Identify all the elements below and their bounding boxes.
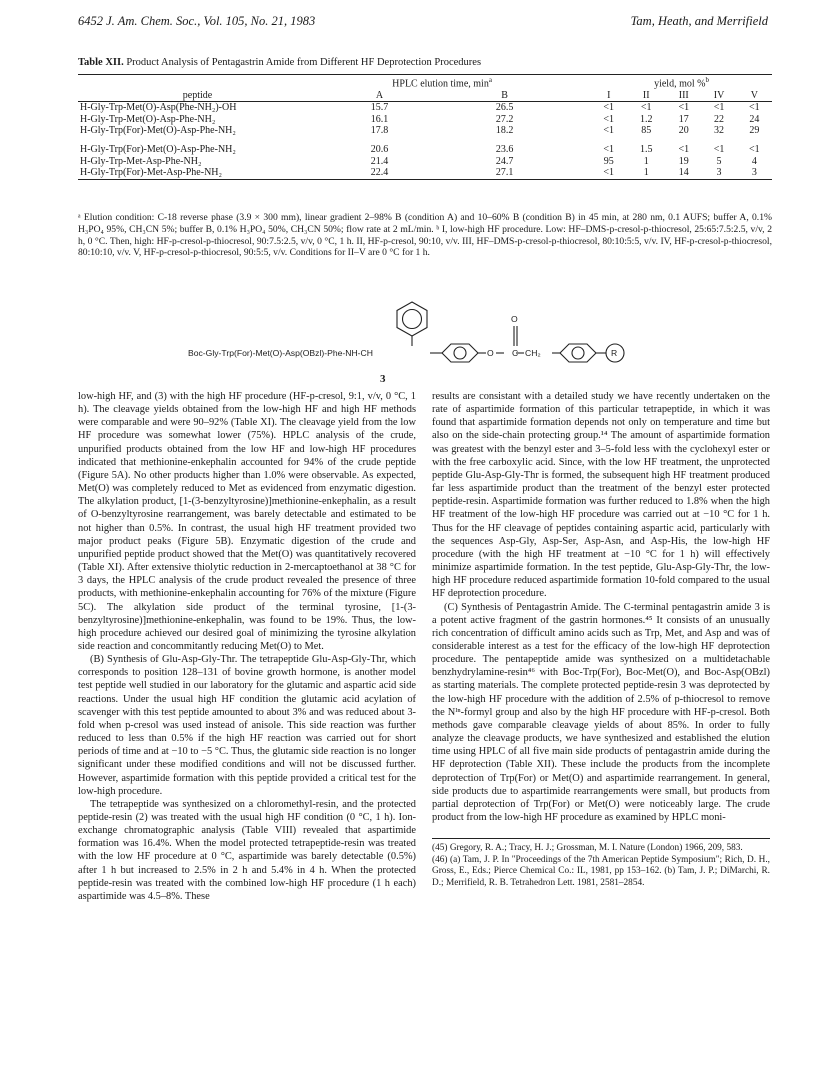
table-caption xyxy=(78,57,778,68)
col-header-v: V xyxy=(750,89,758,101)
table-cell: 24 xyxy=(749,113,760,125)
peptide-name: H-Gly-Trp-Met(O)-Asp(Phe-NH₂)-OH xyxy=(80,102,237,114)
col-header-i: I xyxy=(607,89,611,101)
journal-citation: 6452 J. Am. Chem. Soc., Vol. 105, No. 21, 1983 xyxy=(78,14,316,28)
table-row xyxy=(78,114,772,126)
table-cell: <1 xyxy=(749,144,760,156)
table-cell: <1 xyxy=(640,102,652,114)
reference-45: (45) Gregory, R. A.; Tracy, H. J.; Grossman, M. I. Nature (London) 1966, 209, 583. xyxy=(432,843,743,854)
table-cell: <1 xyxy=(678,144,690,156)
compound-number: 3 xyxy=(380,373,386,385)
peptide-chain-label: Boc-Gly-Trp(For)-Met(O)-Asp(OBzl)-Phe-NH-CH xyxy=(188,348,373,358)
peptide-col-header: peptide xyxy=(182,89,213,101)
table-cell: 1.5 xyxy=(640,144,653,156)
table-cell: 24.7 xyxy=(495,155,514,167)
table-cell: 23.6 xyxy=(495,144,514,156)
table-cell: 5 xyxy=(716,155,722,167)
table-footnote: ᵃ Elution condition: C-18 reverse phase (3.9 × 300 mm), linear gradient 2–98% B (condition A) and 10–60% B (condition B) in 45 min, at 280 nm, 0.1 AUFS; buffer A, 0.1% H₃PO₄ 95%, CH₃CN 5%; buffer B, 0.1% H₃PO₄ 50%, CH₃CN 50%; flow rate at 2 mL/min. ᵇ I, low-high HF procedure. Low: HF–DMS-p-cresol-p-thiocresol, 25:65:7.5:2.5, v/v, 2 h, 0 °C. Then, high: HF-p-cresol-p-thiocresol, 90:7.5:2.5, v/v, 0 °C, 1 h. II, HF-p-cresol, 90:10, v/v. III, HF–DMS-p-cresol-p-thiocresol, 80:10:5:5, v/v. IV, HF-p-cresol-p-thiocresol, 80:10:10, v/v. V, HF-p-cresol-p-thiocresol, 90:5:5, v/v. Conditions for II–V are 0 °C for 1 h. xyxy=(78,212,772,259)
col-header-a: A xyxy=(375,89,384,101)
table-cell: <1 xyxy=(603,113,615,125)
table-cell: <1 xyxy=(678,102,690,114)
table-cell: <1 xyxy=(603,125,615,137)
paragraph: The tetrapeptide was synthesized on a chloromethyl-resin, and the protected peptide-resin (2) was treated with the usual high HF condition (0 °C, 1 h). Ion-exchange chromatographic analysis (Table VIII) revealed that aspartimide formation was 16.4%. When the model protected tetrapeptide-resin was treated with the low HF procedure at 0 °C, aspartimide was barely detectable (0.5%) after 1 h but increased to 2.5% in 2 h and 5.4% in 4 h. When the protected peptide-resin was treated with the combined low-high HF procedure (1 h each) aspartimide was 4.5–8%. These xyxy=(78,798,416,902)
yield-header: yield, mol %$^b$ xyxy=(654,76,709,90)
table-cell: 29 xyxy=(749,125,760,137)
paragraph: (C) Synthesis of Pentagastrin Amide. The C-terminal pentagastrin amide 3 is a potent active fragment of the gastrin hormones.⁴⁵ It consists of an unusually rich concentration of difficult amino acids such as Trp, Met, and Asp and was of considerable interest as a test for the efficacy of the low-high HF deprotection procedure. The pentapeptide amide was synthesized on a multidetachable benzhydrylamine-resin⁴⁶ with Boc-Trp(For), Boc-Met(O), and Boc-Asp(OBzl) as starting materials. The complete protected peptide-resin 3 was deprotected by the low-high HF procedure with the addition of 2.5% of p-thiocresol to remove the Nᴵⁿ-formyl group and also by the high HF procedure with HF-p-cresol. Both methods gave comparable cleavage yields of about 85%. In order to fully analyze the cleavage products, we have synthesized and established the elution time using HPLC of all five main side products of pentagastrin amide during the HF deprotection (Table XII). These include the products from the incomplete deprotection of Trp(For) or Met(O) and aspartimide rearrangement. In general, side products due to aspartimide rearrangements were small, but products from partial deprotection of Trp(For) or Met(O) were noticeably large. The crude product from the low-high HF procedure as examined by HPLC moni- xyxy=(432,601,770,823)
hplc-header: HPLC elution time, $\min^a$ xyxy=(392,76,492,90)
table-body xyxy=(78,102,772,180)
table-cell: 19 xyxy=(678,155,689,167)
table-row xyxy=(78,156,772,168)
authors-header: Tam, Heath, and Merrifield xyxy=(630,14,768,28)
col-header-iii: III xyxy=(678,89,689,101)
table-row xyxy=(78,125,772,137)
table-cell: 18.2 xyxy=(495,125,514,137)
references xyxy=(432,838,770,889)
carbonyl-oxygen-label: O xyxy=(511,314,518,324)
table-cell: <1 xyxy=(713,102,725,114)
col-header-iv: IV xyxy=(713,89,725,101)
pentagastrin-resin-structure xyxy=(180,288,650,388)
table-row xyxy=(78,102,772,114)
ch2-label: CH₂ xyxy=(525,348,541,358)
table-cell: 17.8 xyxy=(370,125,389,137)
peptide-name: H-Gly-Trp(For)-Met(O)-Asp-Phe-NH₂ xyxy=(80,144,236,156)
paragraph: low-high HF, and (3) with the high HF procedure (HF-p-cresol, 9:1, v/v, 0 °C, 1 h). The cleavage yields obtained from the low-high HF and high HF methods were comparable and were 90–92% (Table XI). The cleavage yield from the low HF procedure was somewhat lower (75%). HPLC analysis of the crude, unpurified products obtained from the low HF and low-high HF procedures indicated that methionine-enkephalin accounted for 94% of the crude peptide (Figure 5A). No other products higher than 1.0% were observable. As expected, Met(O) was completely reduced to Met as evidenced from enzymatic digestion. The alkylation product, [1-(3-benzyltyrosine)]methionine-enkephalin, as a result of O-benzyltyrosine rearrangement, was barely detectable and estimated to be not higher than 0.5%. In contrast, the usual high HF treatment provided two major product peaks (Figure 5B). Enzymatic digestion of the crude and unpurified peptide product showed that the Met(O) was quantitatively recovered (Table XI). After extensive thiolytic reduction in 2-mercaptoethanol at 38 °C for 3 days, the HPLC analysis of the crude product revealed the presence of three products, with methionine-enkephalin accounting for 76% of the mixture (Figure 5C). The alkylation side product of the terminal tyrosine, [1-(3-benzyltyrosine)]methionine-enkephalin, was found to be 19%. Thus, the low-high procedure achieved our desired goal of minimizing the tyrosine alkylation side reaction and concommitantly reducing Met(O) to Met. xyxy=(78,391,416,652)
reference-46: (46) (a) Tam, J. P. In "Proceedings of the 7th American Peptide Symposium"; Rich, D. H., Gross, E., Eds.; Pierce Chemical Co.: IL, 1981, pp 153–162. (b) Tam, J. P.; DiMarchi, R. D.; Merrifield, R. B. Tetrahedron Lett. 1981, 2581–2854. xyxy=(432,854,770,888)
table-cell: 22.4 xyxy=(370,167,389,179)
table-cell: 26.5 xyxy=(495,102,514,114)
table-cell: 14 xyxy=(678,167,689,179)
col-header-ii: II xyxy=(642,89,650,101)
paragraph: (B) Synthesis of Glu-Asp-Gly-Thr. The tetrapeptide Glu-Asp-Gly-Thr, which corresponds to position 128–131 of bovine growth hormone, is another model test peptide well studied in our laboratory for the glutamic and aspartic acid side reactions. Under the usual high HF condition the glutamic acid acylation of scavenger with this test peptide amounted to about 3% and was reduced about 3-fold when p-cresol was used instead of anisole. This side reaction was further reduced to less than 0.5% if the high HF reaction was carried out for short periods of time and at −10 to −5 °C. Thus, the glutamic side reaction is no longer significant under these modified conditions and will not be discussed further. However, aspartimide formation with this peptide provided a critical test for the low-high procedure. xyxy=(78,654,416,797)
table-cell: 20.6 xyxy=(370,144,389,156)
table-cell: 3 xyxy=(716,167,722,179)
ether-oxygen-label: O xyxy=(487,348,494,358)
peptide-name: H-Gly-Trp(For)-Met(O)-Asp-Phe-NH₂ xyxy=(80,125,236,137)
table-cell: 1 xyxy=(643,155,649,167)
paragraph: results are consistant with a detailed study we have recently undertaken on the rate of aspartimide formation of this particular tetrapeptide, in which it was found that aspartimide formation depends not only on temperature and time but also on the side-chain protecting group.¹⁴ The amount of aspartimide formation was greatest with the benzyl ester and 3–5-fold less with the cyclohexyl ester or with the free carboxylic acid. Since, with the low HF treatment, the unprotected peptide Glu-Asp-Gly-Thr is formed, the subsequent high HF treatment produced far less aspartimide product than the treatment of the benzyl ester protected peptide-resin. Aspartimide formation was further reduced to 1.8% when the high HF treatment of the low-high HF procedure was carried out at −10 °C for 1 h. Thus for the HF cleavage of peptides containing aspartic acid, particularly with the sequences Asp-Gly, Asp-Ser, Asp-Asn, and Asp-His, the low-high HF procedure (with the high HF treatment at −10 °C for 1 h) will effectively minimize aspartimide formation. In the test peptide, Glu-Asp-Gly-Thr, the low-high HF procedure reduced aspartimide formation 10-fold compared to the usual HF deprotection procedure. xyxy=(432,391,770,600)
table-cell: 1 xyxy=(643,167,649,179)
table-cell: <1 xyxy=(603,167,615,179)
col-header-b: B xyxy=(501,89,508,101)
peptide-name: H-Gly-Trp(For)-Met-Asp-Phe-NH₂ xyxy=(80,167,222,179)
table-cell: 22 xyxy=(714,113,725,125)
table-cell: 20 xyxy=(678,125,689,137)
left-column xyxy=(78,390,416,903)
table-cell: 95 xyxy=(603,155,614,167)
table-cell: 15.7 xyxy=(370,102,389,114)
table-cell: 4 xyxy=(751,155,757,167)
phenyl-ring-icon xyxy=(397,302,427,336)
table-cell: 27.2 xyxy=(495,113,514,125)
table-cell: 27.1 xyxy=(495,167,514,179)
table-xii xyxy=(78,74,772,180)
table-cell: 3 xyxy=(751,167,757,179)
table-cell: 1.2 xyxy=(640,113,653,125)
carbonyl-carbon-label: C xyxy=(512,348,519,358)
table-title: Product Analysis of Pentagastrin Amide from Different HF Deprotection Procedures xyxy=(126,57,482,68)
table-cell: <1 xyxy=(749,102,760,114)
resin-label: R xyxy=(611,348,618,358)
table-cell: 32 xyxy=(714,125,725,137)
table-cell: 17 xyxy=(678,113,689,125)
table-cell: 16.1 xyxy=(370,113,389,125)
peptide-name: H-Gly-Trp-Met(O)-Asp-Phe-NH₂ xyxy=(80,113,216,125)
table-row xyxy=(78,137,772,156)
peptide-name: H-Gly-Trp-Met-Asp-Phe-NH₂ xyxy=(80,155,202,167)
table-cell: <1 xyxy=(603,144,615,156)
table-cell: 21.4 xyxy=(370,155,389,167)
table-cell: <1 xyxy=(603,102,615,114)
table-row xyxy=(78,167,772,179)
right-column xyxy=(432,390,770,889)
table-cell: 85 xyxy=(641,125,652,137)
results-table xyxy=(78,74,772,180)
table-label: Table XII. xyxy=(78,57,124,68)
table-cell: <1 xyxy=(713,144,725,156)
